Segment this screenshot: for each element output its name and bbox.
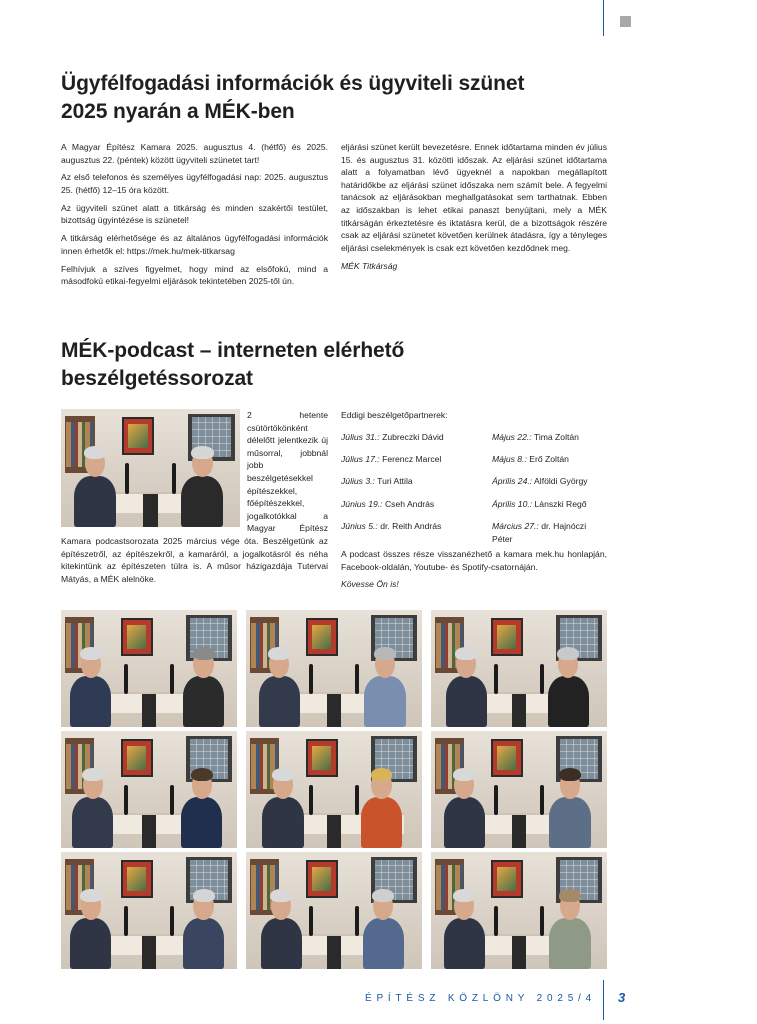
article1-column-right xyxy=(341,141,607,277)
partner-entry xyxy=(341,520,492,545)
participant-body xyxy=(74,476,116,527)
partner-entry xyxy=(492,453,607,466)
participant-hair xyxy=(80,647,102,660)
podcast-participant xyxy=(68,645,114,727)
article1-column-left xyxy=(61,141,328,293)
participant-hair xyxy=(559,768,581,781)
partner-date: Július 17.: xyxy=(341,453,380,464)
wall-poster xyxy=(121,860,153,897)
podcast-participant xyxy=(181,645,227,727)
partners-heading: Eddigi beszélgetőpartnerek: xyxy=(341,410,448,420)
participant-body xyxy=(364,676,405,727)
participant-body xyxy=(181,476,223,527)
partner-name: Turi Attila xyxy=(377,476,413,487)
microphone xyxy=(494,906,498,936)
article1-paragraph: Az első telefonos és személyes ügyfélfogadási nap: 2025. augusztus 25. (hétfő) 12–15 óra között. xyxy=(61,172,328,195)
participant-body xyxy=(549,797,590,848)
participant-body xyxy=(444,797,485,848)
table-stripe xyxy=(512,936,526,969)
podcast-participant xyxy=(181,887,227,969)
wall-poster xyxy=(491,860,523,897)
participant-body xyxy=(549,918,590,969)
microphone xyxy=(124,664,128,694)
microphone xyxy=(172,463,176,494)
article1-paragraph: Az ügyviteli szünet alatt a titkárság és minden szakértői testület, bizottság ügyintézése is szünetel! xyxy=(61,202,328,226)
partner-name: Cseh András xyxy=(384,498,435,509)
article2-title xyxy=(61,337,481,393)
podcast-photo xyxy=(61,731,237,848)
participant-hair xyxy=(557,647,579,660)
podcast-photo xyxy=(431,610,607,727)
partner-entry xyxy=(341,498,492,511)
podcast-participant xyxy=(547,887,593,969)
participant-body xyxy=(361,797,402,848)
participant-hair xyxy=(272,768,294,781)
participant-hair xyxy=(191,768,213,781)
partner-name: Ferencz Marcel xyxy=(382,453,442,464)
partner-entry xyxy=(492,475,607,488)
podcast-outro-text: A podcast összes része visszanézhető a kamara mek.hu honlapján, Facebook-oldalán, Youtube- és Spotify-csatornáján. xyxy=(341,549,607,572)
wall-poster xyxy=(306,739,338,776)
participant-hair xyxy=(453,768,475,781)
podcast-participant xyxy=(258,887,304,969)
participant-body xyxy=(183,676,224,727)
article1-title xyxy=(61,70,581,126)
podcast-photo xyxy=(246,610,422,727)
publication-name: ÉPÍTÉSZ KÖZLÖNY 2025/4 xyxy=(364,993,596,1004)
podcast-participant xyxy=(362,645,408,727)
participant-body xyxy=(444,918,485,969)
participant-hair xyxy=(270,889,292,902)
wall-poster xyxy=(121,739,153,776)
partner-date: Április 10.: xyxy=(492,498,533,509)
partner-date: Július 31.: xyxy=(341,431,380,442)
podcast-participant xyxy=(442,887,488,969)
table-stripe xyxy=(142,694,156,727)
wall-poster xyxy=(491,739,523,776)
participant-hair xyxy=(453,889,475,902)
article1-paragraph: Felhívjuk a szíves figyelmet, hogy mind az elsőfokú, mind a másodfokú etikai-fegyelmi eljárások tekintetében 2025-től ún. xyxy=(61,263,328,287)
participant-body xyxy=(183,918,224,969)
partner-name: Alföldi György xyxy=(534,476,588,487)
microphone xyxy=(355,906,359,936)
microphone xyxy=(355,785,359,815)
participant-body xyxy=(363,918,404,969)
participant-hair xyxy=(191,446,213,459)
podcast-photo xyxy=(431,852,607,969)
participant-body xyxy=(548,676,589,727)
partner-entry xyxy=(341,475,492,488)
podcast-photo-grid xyxy=(61,610,607,969)
partner-date: Március 27.: xyxy=(492,521,539,532)
podcast-photo xyxy=(431,731,607,848)
microphone xyxy=(540,785,544,815)
podcast-photo xyxy=(246,852,422,969)
partner-name: Zubreczki Dávid xyxy=(382,431,444,442)
partner-name: Erő Zoltán xyxy=(529,453,569,464)
table-stripe xyxy=(143,494,157,527)
participant-body xyxy=(262,797,303,848)
wall-poster xyxy=(306,618,338,655)
partner-name: dr. Reith András xyxy=(380,521,442,532)
partner-date: Június 19.: xyxy=(341,498,383,509)
partner-name: Lánszki Regő xyxy=(534,498,587,509)
participant-hair xyxy=(455,647,477,660)
partner-date: Május 8.: xyxy=(492,453,527,464)
podcast-participant xyxy=(260,766,306,848)
table-stripe xyxy=(512,815,526,848)
partner-entry xyxy=(341,453,492,466)
table-stripe xyxy=(327,815,341,848)
participant-hair xyxy=(80,889,102,902)
corner-marker xyxy=(620,16,631,27)
follow-callout: Kövesse Ön is! xyxy=(341,579,399,590)
article1-title-line2: 2025 nyarán a MÉK-ben xyxy=(61,100,295,123)
microphone xyxy=(309,785,313,815)
participant-body xyxy=(72,797,113,848)
microphone xyxy=(494,785,498,815)
partner-entry xyxy=(492,498,607,511)
participant-body xyxy=(259,676,300,727)
table-stripe xyxy=(142,936,156,969)
microphone xyxy=(494,664,498,694)
podcast-photo xyxy=(246,731,422,848)
microphone xyxy=(540,906,544,936)
partner-entry xyxy=(492,431,607,444)
wall-poster xyxy=(306,860,338,897)
participant-body xyxy=(261,918,302,969)
podcast-photo xyxy=(61,852,237,969)
podcast-participant xyxy=(70,766,116,848)
microphone xyxy=(309,664,313,694)
participant-body xyxy=(70,676,111,727)
podcast-participant xyxy=(443,645,489,727)
podcast-participant xyxy=(179,766,225,848)
participant-body xyxy=(446,676,487,727)
participant-hair xyxy=(374,647,396,660)
microphone xyxy=(170,664,174,694)
partner-entry xyxy=(492,520,607,545)
article1-paragraph: eljárási szünet került bevezetésre. Ennek időtartama minden év július 15. és augusztus 31. közötti időszak. Az eljárási szünet időtartama alatt a folyamatban lévő ügyeknél a napokban megállapított határidőkbe az eljárási szünet időszaka nem számít bele. A fegyelmi tanácsok az eljárásokban meghallgatásokat sem tarthatnak. Ebben az időszakban is lehet etikai panaszt benyújtani, mely a MÉK titkárságán érkeztetésre és iktatásra kerül, de a bizottságok részére csak az eljárási szünetet követően kerülnek átadásra, így a tényleges eljárási cselekmények is csak ezt követően kezdődnek meg. xyxy=(341,142,607,253)
podcast-participant xyxy=(179,444,226,527)
article2-title-line2: beszélgetéssorozat xyxy=(61,367,253,390)
microphone xyxy=(124,785,128,815)
podcast-participant xyxy=(257,645,303,727)
article1-title-line1: Ügyfélfogadási információk és ügyviteli szünet xyxy=(61,72,525,95)
partner-date: Április 24.: xyxy=(492,476,533,487)
article1-paragraph: A titkárság elérhetősége és az általános ügyfélfogadási információk innen érhetők el: https://mek.hu/mek-titkarsag xyxy=(61,233,328,256)
podcast-outro xyxy=(341,548,607,591)
podcast-participant xyxy=(360,887,406,969)
top-divider-line xyxy=(603,0,604,36)
podcast-intro-text: 2 hetente csütörtökönként délelőtt jelentkezik új műsorral, jobbnál jobb beszélgetésekkel építészekkel, főépítészekkel, jogalkotókkal a Magyar Építész Kamara podcastsorozata 2025 március vége óta. Beszélgetünk az építészetről, az építészekről, a kamaráról, a jogalkotásról és néha kitekintünk az építészeten túlra is. A műsor házigazdája Tutervai Mátyás, a MÉK alelnöke. xyxy=(61,410,328,584)
article2-title-line1: MÉK-podcast – interneten elérhető xyxy=(61,339,405,362)
participant-hair xyxy=(193,889,215,902)
wall-poster xyxy=(121,618,153,655)
partner-name: dr. Hajnóczi Péter xyxy=(492,521,587,544)
partner-entry xyxy=(341,431,492,444)
podcast-intro xyxy=(61,409,328,585)
podcast-participant xyxy=(442,766,488,848)
table-stripe xyxy=(142,815,156,848)
microphone xyxy=(540,664,544,694)
microphone xyxy=(170,785,174,815)
podcast-participant xyxy=(547,766,593,848)
microphone xyxy=(355,664,359,694)
participant-hair xyxy=(82,768,104,781)
podcast-photo xyxy=(61,610,237,727)
partner-name: Tima Zoltán xyxy=(533,431,579,442)
microphone xyxy=(125,463,129,494)
table-stripe xyxy=(512,694,526,727)
partners-list xyxy=(341,431,607,546)
participant-hair xyxy=(268,647,290,660)
participant-hair xyxy=(193,647,215,660)
podcast-participant xyxy=(359,766,405,848)
participant-hair xyxy=(84,446,106,459)
podcast-hero-photo xyxy=(61,409,240,527)
participant-hair xyxy=(559,889,581,902)
partner-date: Május 22.: xyxy=(492,431,532,442)
partner-date: Július 3.: xyxy=(341,476,375,487)
table-stripe xyxy=(327,694,341,727)
podcast-participant xyxy=(72,444,119,527)
participant-hair xyxy=(372,889,394,902)
podcast-participant xyxy=(545,645,591,727)
microphone xyxy=(309,906,313,936)
partner-date: Június 5.: xyxy=(341,521,378,532)
article1-signature: MÉK Titkárság xyxy=(341,260,398,271)
footer-divider-line xyxy=(603,980,604,1020)
participant-hair xyxy=(371,768,393,781)
microphone xyxy=(170,906,174,936)
microphone xyxy=(124,906,128,936)
podcast-participant xyxy=(68,887,114,969)
table-stripe xyxy=(327,936,341,969)
participant-body xyxy=(181,797,222,848)
wall-poster xyxy=(122,417,154,455)
wall-poster xyxy=(491,618,523,655)
page-number: 3 xyxy=(618,990,626,1005)
participant-body xyxy=(70,918,111,969)
article1-paragraph: A Magyar Építész Kamara 2025. augusztus 4. (hétfő) és 2025. augusztus 22. (péntek) között ügyviteli szünetet tart! xyxy=(61,142,328,165)
partners-block xyxy=(341,409,607,545)
